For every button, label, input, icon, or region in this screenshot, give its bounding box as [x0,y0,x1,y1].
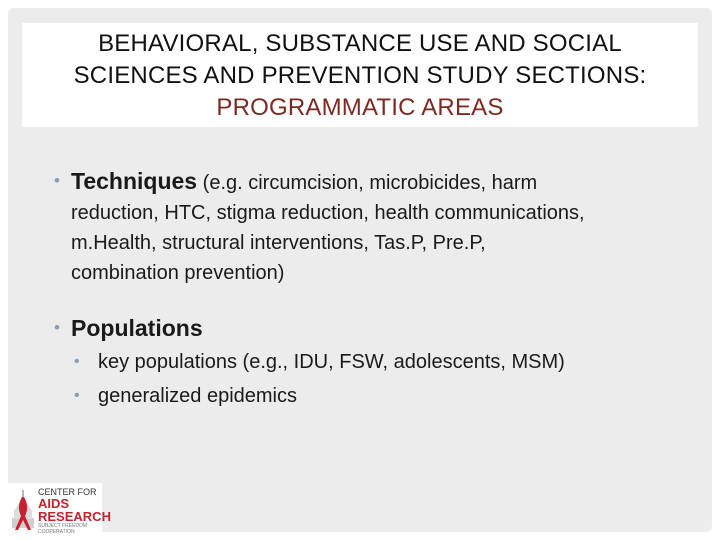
bullet-dot-icon: • [54,318,60,337]
logo-line-3: RESEARCH [38,509,111,524]
title-box [22,23,698,127]
slide-content [54,166,704,413]
bullet-dot-icon: • [54,171,60,190]
capitol-ribbon-icon [9,484,37,532]
sub-bullet-text: generalized epidemics [98,385,298,407]
sub-bullet-generalized [74,379,704,413]
techniques-detail-line: reduction, HTC, stigma reduction, health communications, [71,202,585,224]
techniques-detail-line: m.Health, structural interventions, Tas.P, Pre.P, [71,232,486,254]
logo-tagline: SUBJECT FREEDOM COOPERATION [38,523,88,535]
slide-title [22,28,698,124]
bullet-dot-icon: • [74,353,80,370]
logo-line-2: AIDS [38,496,70,511]
populations-heading: Populations [71,315,203,341]
bullet-populations [54,313,704,345]
logo-line-1: CENTER FOR [38,487,97,497]
title-line-1: BEHAVIORAL, SUBSTANCE USE AND SOCIAL [98,30,622,57]
techniques-detail-first: (e.g. circumcision, microbicides, harm [197,172,538,194]
techniques-heading: Techniques [71,168,198,194]
title-line-2: SCIENCES AND PREVENTION STUDY SECTIONS: [73,62,647,89]
techniques-detail-line: combination prevention) [71,262,285,284]
cfar-logo [8,483,111,535]
bullet-dot-icon: • [74,387,80,404]
title-line-3: PROGRAMMATIC AREAS [216,94,504,121]
sub-bullet-key-populations [74,345,704,379]
sub-bullet-text: key populations (e.g., IDU, FSW, adolescents, MSM) [98,351,565,373]
bullet-techniques [54,166,704,288]
